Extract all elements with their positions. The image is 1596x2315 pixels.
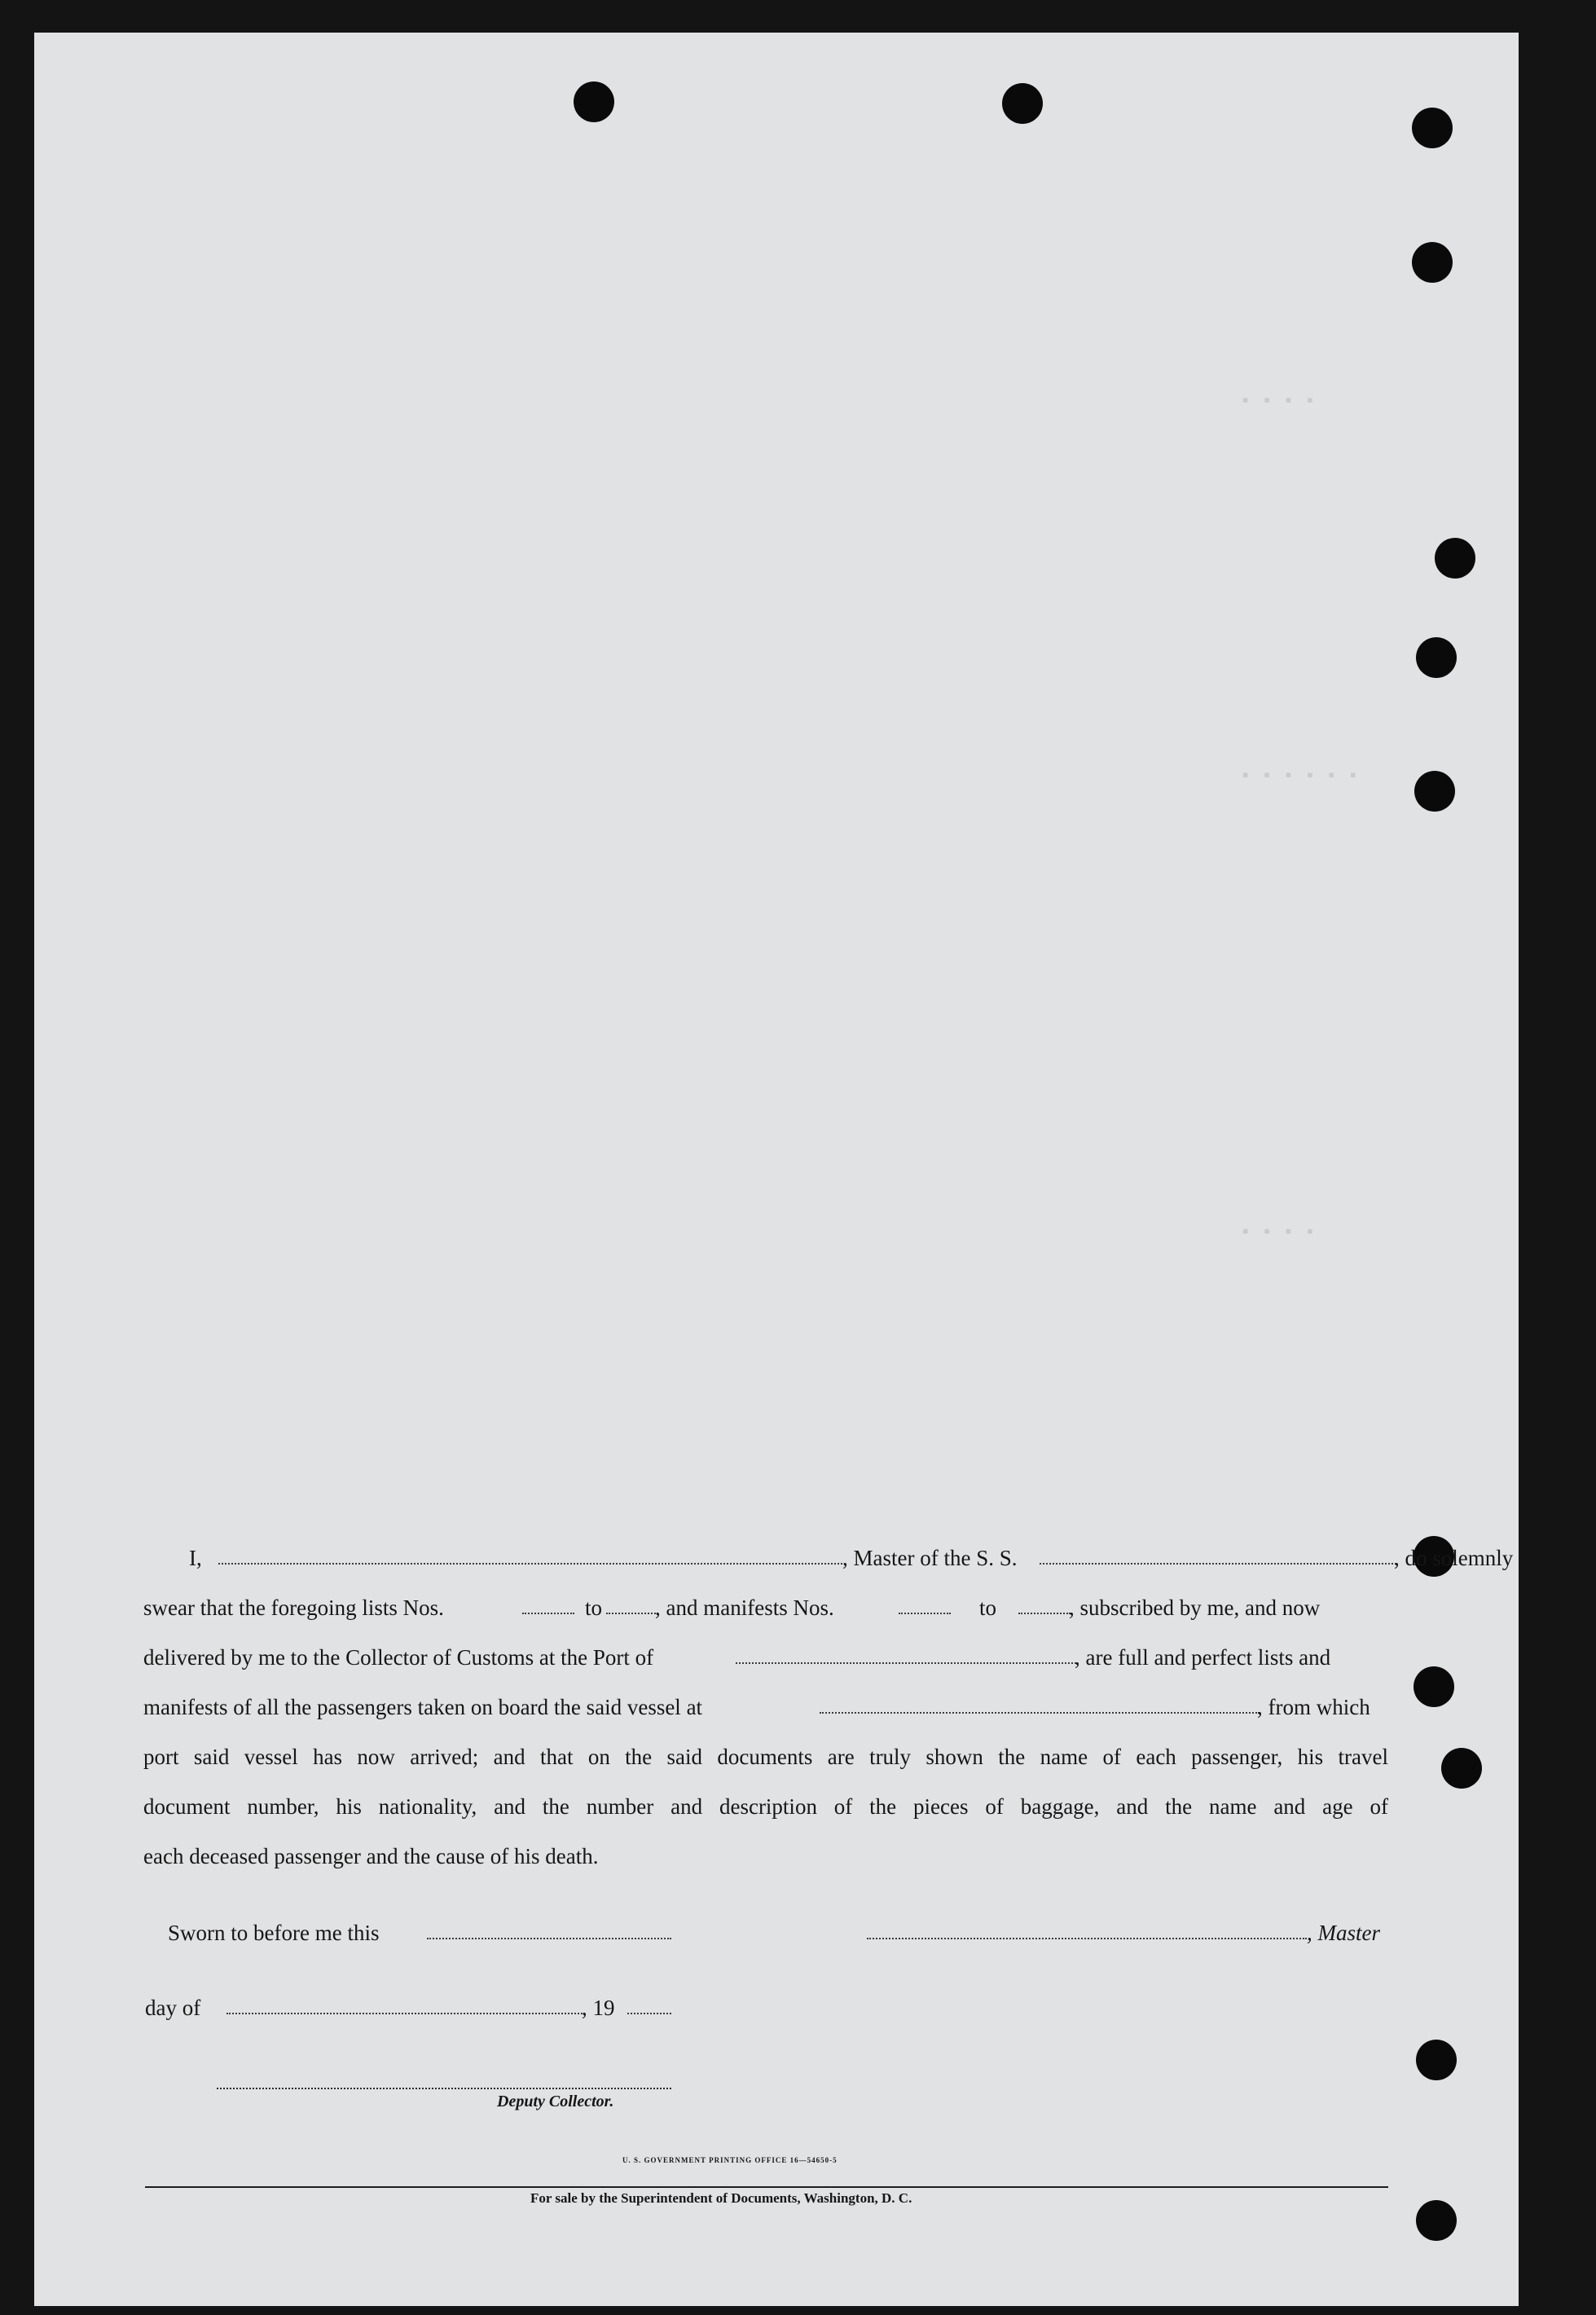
punch-hole xyxy=(1414,1666,1454,1707)
oath-line-5: port said vessel has now arrived; and that on the said documents are truly shown the name of each passenger, his travel xyxy=(143,1745,1388,1769)
oath-line-3 xyxy=(143,1633,1388,1683)
master-label: , Master xyxy=(1307,1921,1380,1945)
do-solemnly-label: , do solemnly xyxy=(1394,1546,1514,1570)
punch-hole xyxy=(1412,108,1453,148)
to-label-2: to xyxy=(979,1595,997,1620)
day-of-blank xyxy=(226,1998,585,2014)
oath-line-7: each deceased passenger and the cause of his death. xyxy=(143,1844,599,1868)
sworn-label: Sworn to before me this xyxy=(168,1921,380,1945)
deputy-collector-label: Deputy Collector. xyxy=(497,2093,614,2110)
oath-line-6: document number, his nationality, and the number and description of the pieces of baggage, and the name and age of xyxy=(143,1794,1388,1819)
punch-hole xyxy=(1441,1748,1482,1789)
sworn-section xyxy=(143,1908,1388,1958)
sworn-date-blank xyxy=(427,1923,671,1939)
punch-hole xyxy=(1416,637,1457,678)
manifests-label: manifests of all the passengers taken on board the said vessel at xyxy=(143,1695,703,1719)
punch-hole xyxy=(574,81,614,122)
day-of-label: day of xyxy=(145,1996,201,2020)
oath-i-label: I, xyxy=(189,1546,202,1570)
year-prefix-label: , 19 xyxy=(582,1996,615,2020)
bleed-through-text: ▪ ▪ ▪ ▪ xyxy=(1240,1222,1316,1243)
for-sale-notice: For sale by the Superintendent of Documents, Washington, D. C. xyxy=(530,2190,912,2206)
full-perfect-label: , are full and perfect lists and xyxy=(1075,1645,1331,1670)
lists-from-blank xyxy=(522,1598,574,1614)
bleed-through-text: ▪ ▪ ▪ ▪ ▪ ▪ xyxy=(1240,766,1359,786)
swear-label: swear that the foregoing lists Nos. xyxy=(143,1595,444,1620)
punch-hole xyxy=(1412,242,1453,283)
deputy-signature-line xyxy=(217,2088,671,2089)
master-name-blank xyxy=(218,1548,842,1565)
port-blank xyxy=(736,1648,1076,1664)
oath-paragraph xyxy=(143,1534,1514,1881)
lists-to-blank xyxy=(606,1598,658,1614)
printing-office-imprint: U. S. GOVERNMENT PRINTING OFFICE 16—54650-5 xyxy=(622,2156,838,2164)
sworn-line xyxy=(143,1908,1388,1958)
delivered-label: delivered by me to the Collector of Customs at the Port of xyxy=(143,1645,654,1670)
manifests-from-blank xyxy=(899,1598,951,1614)
master-signature-blank xyxy=(867,1923,1307,1939)
year-blank xyxy=(627,1998,671,2014)
footer-rule xyxy=(145,2186,1388,2188)
day-of-line xyxy=(143,1983,1388,2033)
punch-hole xyxy=(1414,771,1455,812)
subscribed-label: , subscribed by me, and now xyxy=(1069,1595,1321,1620)
and-manifests-label: , and manifests Nos. xyxy=(655,1595,834,1620)
oath-line-1 xyxy=(143,1534,1514,1583)
oath-line-4 xyxy=(143,1683,1388,1732)
bleed-through-text: ▪ ▪ ▪ ▪ xyxy=(1240,391,1316,412)
vessel-port-blank xyxy=(820,1697,1260,1714)
punch-hole xyxy=(1435,538,1475,579)
document-page xyxy=(34,33,1519,2306)
punch-hole xyxy=(1416,2200,1457,2241)
to-label-1: to xyxy=(585,1595,603,1620)
from-which-label: , from which xyxy=(1257,1695,1370,1719)
punch-hole xyxy=(1002,83,1043,124)
manifests-to-blank xyxy=(1018,1598,1071,1614)
oath-line-2 xyxy=(143,1583,1388,1633)
master-of-ss-label: , Master of the S. S. xyxy=(842,1546,1018,1570)
punch-hole xyxy=(1416,2040,1457,2080)
day-of-section xyxy=(143,1983,1388,2033)
ship-name-blank xyxy=(1040,1548,1396,1565)
